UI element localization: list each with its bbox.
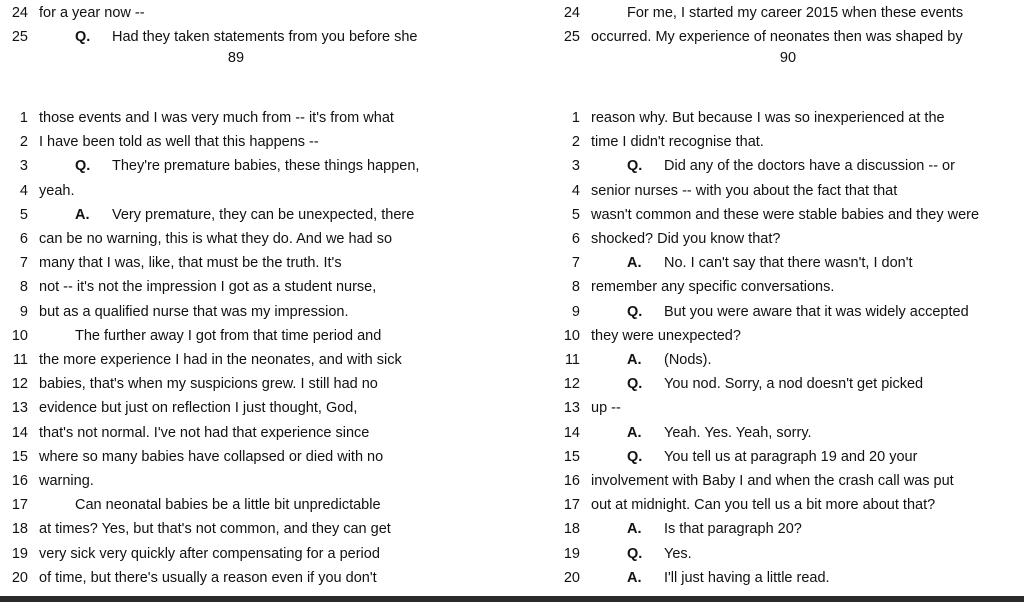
line-text-container — [591, 546, 692, 562]
line-text-container — [591, 449, 917, 465]
line-number: 8 — [19, 279, 28, 295]
line-text: warning. — [39, 473, 94, 489]
line-text-container — [39, 255, 342, 271]
line-text: Had they taken statements from you before she — [112, 29, 418, 45]
line-number: 4 — [19, 183, 28, 199]
line-number: 1 — [19, 110, 28, 126]
line-text: not -- it's not the impression I got as a student nurse, — [39, 279, 377, 295]
line-text-container — [39, 231, 392, 247]
speaker-label: A. — [627, 352, 642, 368]
line-text: time I didn't recognise that. — [591, 134, 764, 150]
line-number: 16 — [11, 473, 28, 489]
line-text: But you were aware that it was widely accepted — [664, 304, 969, 320]
line-text: For me, I started my career 2015 when these events — [627, 5, 964, 21]
line-text-container — [591, 231, 780, 247]
line-text-container — [591, 255, 913, 271]
speaker-label: A. — [627, 521, 642, 537]
line-number: 18 — [11, 521, 28, 537]
line-text: can be no warning, this is what they do. And we had so — [39, 231, 393, 247]
line-text-container — [39, 328, 381, 344]
line-text: up -- — [591, 400, 621, 416]
line-text-container — [39, 497, 381, 513]
line-number: 4 — [571, 183, 580, 199]
line-text-container — [39, 400, 357, 416]
line-text-container — [591, 304, 969, 320]
line-text-container — [591, 158, 955, 174]
line-number: 19 — [11, 546, 28, 562]
line-text: where so many babies have collapsed or died with no — [39, 449, 384, 465]
line-text-container — [591, 521, 802, 537]
page-number-left: 89 — [227, 50, 245, 66]
line-text: Very premature, they can be unexpected, there — [112, 207, 415, 223]
line-text: the more experience I had in the neonates, and with sick — [39, 352, 402, 368]
line-text: I have been told as well that this happens -- — [39, 134, 319, 150]
line-number: 10 — [11, 328, 28, 344]
speaker-label: Q. — [627, 158, 643, 174]
line-text: You tell us at paragraph 19 and 20 your — [664, 449, 918, 465]
line-number: 6 — [19, 231, 28, 247]
line-text: for a year now -- — [39, 5, 145, 21]
line-text: evidence but just on reflection I just thought, God, — [39, 400, 358, 416]
line-text: out at midnight. Can you tell us a bit more about that? — [591, 497, 936, 513]
line-text-container — [39, 110, 394, 126]
line-number: 17 — [563, 497, 580, 513]
line-text: senior nurses -- with you about the fact that that — [591, 183, 898, 199]
line-text-container — [39, 473, 94, 489]
line-number: 25 — [11, 29, 28, 45]
line-text-container — [591, 376, 923, 392]
line-text: those events and I was very much from -- it's from what — [39, 110, 394, 126]
line-text: yeah. — [39, 183, 75, 199]
line-text: at times? Yes, but that's not common, and they can get — [39, 521, 391, 537]
line-number: 16 — [563, 473, 580, 489]
line-text-container — [39, 376, 378, 392]
line-text: Yeah. Yes. Yeah, sorry. — [664, 425, 812, 441]
line-number: 7 — [571, 255, 580, 271]
page-number-right: 90 — [779, 50, 797, 66]
line-text: Yes. — [664, 546, 692, 562]
line-number: 9 — [19, 304, 28, 320]
line-text-container — [591, 183, 897, 199]
line-number: 1 — [571, 110, 580, 126]
line-text-container — [39, 352, 402, 368]
line-text-container — [591, 328, 741, 344]
line-text-container — [591, 110, 945, 126]
line-text-container — [39, 207, 414, 223]
line-text: Can neonatal babies be a little bit unpredictable — [75, 497, 381, 513]
line-number: 12 — [11, 376, 28, 392]
line-number: 15 — [563, 449, 580, 465]
line-text-container — [591, 473, 954, 489]
line-text-container — [39, 546, 380, 562]
line-text: You nod. Sorry, a nod doesn't get picked — [664, 376, 924, 392]
line-text: occurred. My experience of neonates then was shaped by — [591, 29, 963, 45]
line-text-container — [591, 134, 764, 150]
bottom-border — [0, 596, 1024, 602]
line-text: but as a qualified nurse that was my impression. — [39, 304, 349, 320]
line-number: 6 — [571, 231, 580, 247]
line-text-container — [39, 183, 74, 199]
speaker-label: A. — [627, 425, 642, 441]
line-text: shocked? Did you know that? — [591, 231, 781, 247]
line-text-container — [591, 29, 963, 45]
line-text-container — [39, 449, 383, 465]
line-text-container — [591, 570, 830, 586]
line-text: They're premature babies, these things happen, — [112, 158, 420, 174]
line-text-container — [591, 279, 834, 295]
line-text: Is that paragraph 20? — [664, 521, 802, 537]
line-text: No. I can't say that there wasn't, I don't — [664, 255, 913, 271]
line-number: 10 — [563, 328, 580, 344]
line-number: 11 — [12, 352, 28, 368]
line-number: 24 — [11, 5, 28, 21]
speaker-label: A. — [75, 207, 90, 223]
line-text-container — [39, 134, 319, 150]
line-number: 5 — [571, 207, 580, 223]
line-text-container — [591, 497, 935, 513]
speaker-label: Q. — [627, 304, 643, 320]
line-text-container — [591, 425, 812, 441]
line-number: 13 — [563, 400, 580, 416]
speaker-label: Q. — [75, 29, 91, 45]
line-text: of time, but there's usually a reason even if you don't — [39, 570, 377, 586]
speaker-label: Q. — [75, 158, 91, 174]
line-text: (Nods). — [664, 352, 712, 368]
line-number: 25 — [563, 29, 580, 45]
line-text: reason why. But because I was so inexperienced at the — [591, 110, 945, 126]
line-number: 2 — [19, 134, 28, 150]
line-text-container — [39, 158, 419, 174]
line-text: they were unexpected? — [591, 328, 741, 344]
line-number: 5 — [19, 207, 28, 223]
line-number: 15 — [11, 449, 28, 465]
line-text: remember any specific conversations. — [591, 279, 835, 295]
line-number: 20 — [11, 570, 28, 586]
line-text: babies, that's when my suspicions grew. I still had no — [39, 376, 378, 392]
line-number: 7 — [19, 255, 28, 271]
line-text: The further away I got from that time period and — [75, 328, 382, 344]
line-text: that's not normal. I've not had that experience since — [39, 425, 370, 441]
line-text-container — [39, 521, 391, 537]
line-number: 17 — [11, 497, 28, 513]
line-text-container — [39, 279, 376, 295]
line-text-container — [591, 352, 712, 368]
speaker-label: A. — [627, 570, 642, 586]
line-number: 3 — [19, 158, 28, 174]
line-number: 3 — [571, 158, 580, 174]
line-number: 13 — [11, 400, 28, 416]
line-number: 8 — [571, 279, 580, 295]
line-text-container — [591, 400, 621, 416]
line-text: I'll just having a little read. — [664, 570, 830, 586]
line-number: 18 — [563, 521, 580, 537]
line-text-container — [39, 570, 377, 586]
line-number: 2 — [571, 134, 580, 150]
line-text: many that I was, like, that must be the truth. It's — [39, 255, 342, 271]
line-text-container — [39, 304, 348, 320]
line-text-container — [591, 5, 963, 21]
line-text-container — [39, 29, 417, 45]
line-number: 14 — [563, 425, 580, 441]
speaker-label: Q. — [627, 376, 643, 392]
line-number: 9 — [571, 304, 580, 320]
speaker-label: Q. — [627, 546, 643, 562]
speaker-label: A. — [627, 255, 642, 271]
speaker-label: Q. — [627, 449, 643, 465]
line-number: 11 — [564, 352, 580, 368]
line-text-container — [39, 5, 145, 21]
line-text: Did any of the doctors have a discussion -- or — [664, 158, 955, 174]
line-text: involvement with Baby I and when the crash call was put — [591, 473, 954, 489]
line-number: 19 — [563, 546, 580, 562]
line-number: 12 — [563, 376, 580, 392]
line-number: 14 — [11, 425, 28, 441]
line-text: wasn't common and these were stable babies and they were — [591, 207, 980, 223]
line-text-container — [39, 425, 369, 441]
line-number: 20 — [563, 570, 580, 586]
line-text-container — [591, 207, 979, 223]
line-text: very sick very quickly after compensating for a period — [39, 546, 380, 562]
line-number: 24 — [563, 5, 580, 21]
